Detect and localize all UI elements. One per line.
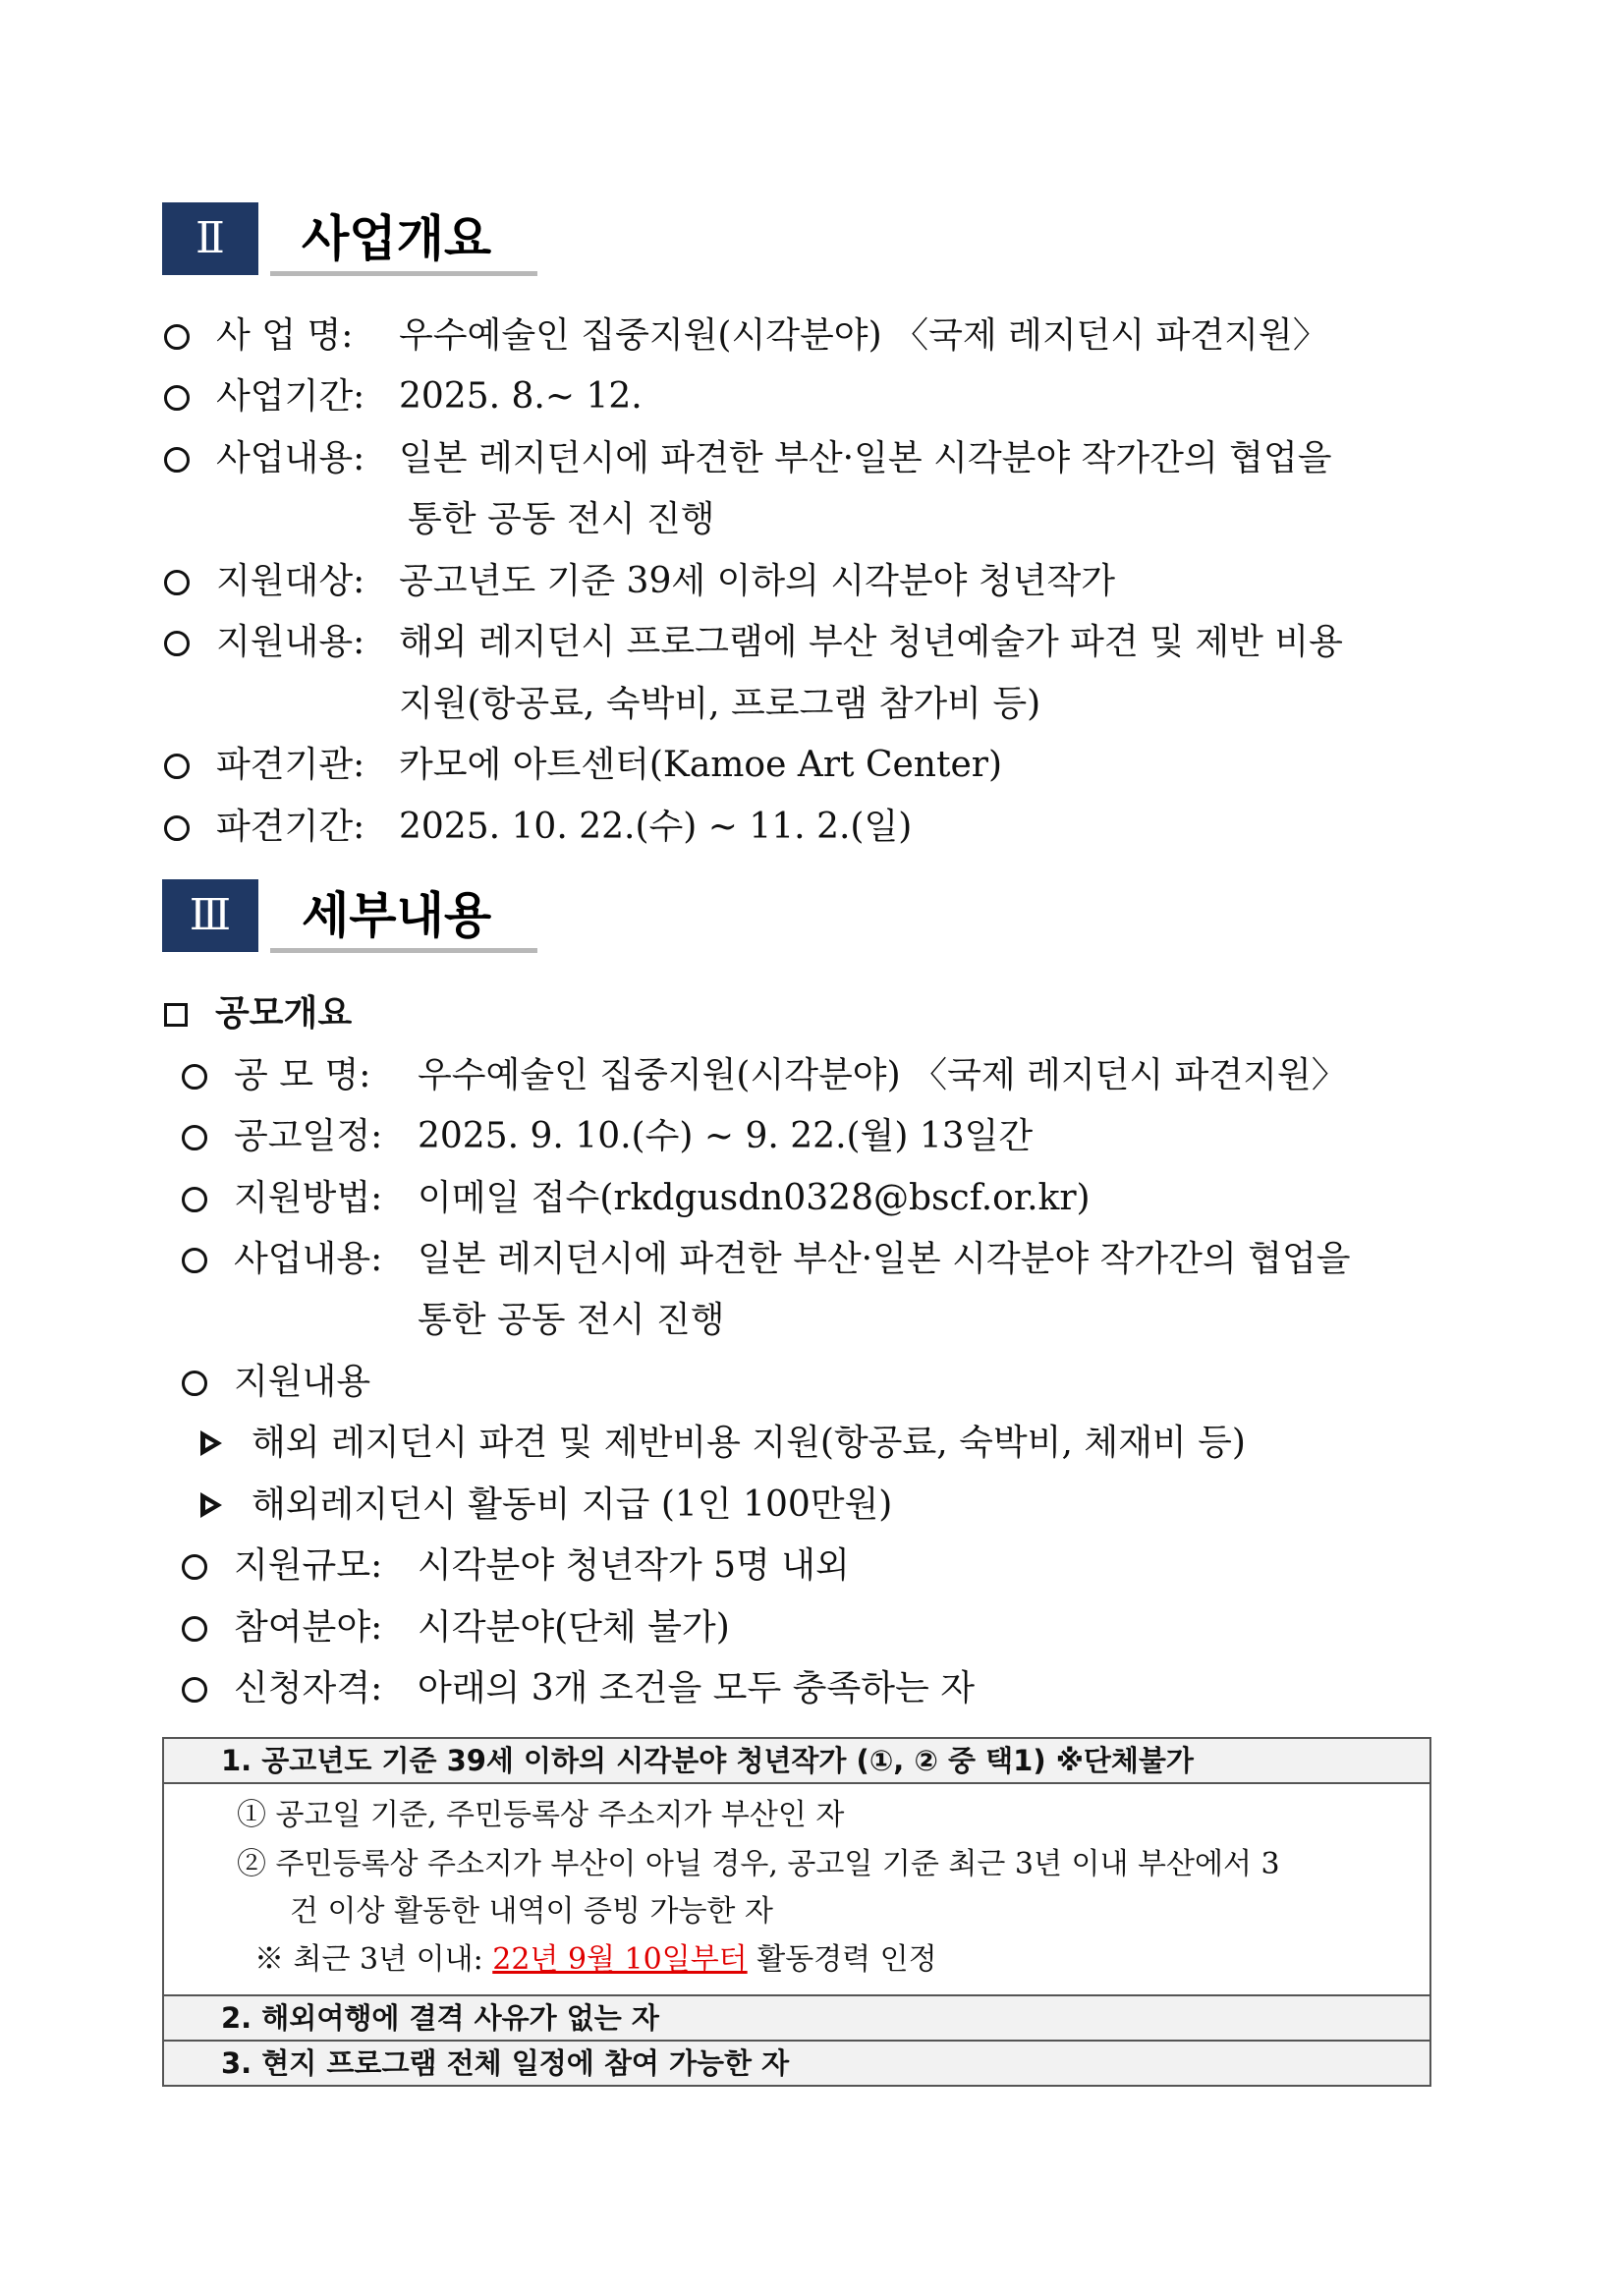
item-value: 일본 레지던시에 파견한 부산·일본 시각분야 작가간의 협업을: [418, 1239, 1351, 1279]
circle-bullet-icon: [175, 1606, 218, 1650]
circle-bullet-icon: [157, 806, 200, 849]
item-value-continued: 지원(항공료, 숙박비, 프로그램 참가비 등): [399, 684, 1041, 724]
circle-bullet-icon: [175, 1177, 218, 1220]
item-value: 카모에 아트센터(Kamoe Art Center): [399, 745, 1003, 785]
item-value: 2025. 10. 22.(수) ~ 11. 2.(일): [399, 807, 913, 847]
section-3-title: 세부내용: [302, 887, 492, 944]
circle-bullet-icon: [175, 1667, 218, 1710]
item-value-continued: 통한 공동 전시 진행: [408, 499, 715, 539]
item-value: 해외 레지던시 프로그램에 부산 청년예술가 파견 및 제반 비용: [399, 622, 1343, 662]
criteria-3-title: 3. 현지 프로그램 전체 일정에 참여 가능한 자: [163, 2041, 1430, 2086]
section-2-number: Ⅱ: [162, 202, 258, 275]
section-3-underline: [270, 948, 537, 953]
item-label: 공고일정:: [234, 1116, 383, 1156]
item-value: 2025. 9. 10.(수) ~ 9. 22.(월) 13일간: [418, 1116, 1034, 1156]
section-2-underline: [270, 271, 537, 276]
support-detail: 해외 레지던시 파견 및 제반비용 지원(항공료, 숙박비, 체재비 등): [252, 1423, 1246, 1463]
criteria-1-option-b: ② 주민등록상 주소지가 부산이 아닐 경우, 공고일 기준 최근 3년 이내 부산에서 3: [237, 1847, 1280, 1881]
circle-bullet-icon: [175, 1361, 218, 1404]
item-label: 파견기간:: [216, 807, 365, 847]
triangle-bullet-icon: [195, 1484, 238, 1527]
circle-bullet-icon: [157, 375, 200, 419]
item-label: 공 모 명:: [234, 1055, 371, 1095]
item-value: 우수예술인 집중지원(시각분야) 〈국제 레지던시 파견지원〉: [418, 1055, 1347, 1095]
note-prefix: ※ 최근 3년 이내:: [254, 1942, 483, 1977]
item-value-continued: 통한 공동 전시 진행: [418, 1300, 725, 1340]
item-label: 지원규모:: [234, 1545, 383, 1586]
item-value: 우수예술인 집중지원(시각분야) 〈국제 레지던시 파견지원〉: [399, 315, 1328, 356]
item-label: 사 업 명:: [216, 315, 354, 356]
item-label: 사업내용:: [234, 1239, 383, 1279]
circle-bullet-icon: [175, 1544, 218, 1588]
item-value: 시각분야(단체 불가): [418, 1607, 730, 1648]
circle-bullet-icon: [157, 437, 200, 480]
item-value: 2025. 8.~ 12.: [399, 376, 643, 417]
circle-bullet-icon: [157, 621, 200, 664]
circle-bullet-icon: [157, 560, 200, 603]
triangle-bullet-icon: [195, 1422, 238, 1465]
item-value: 아래의 3개 조건을 모두 충족하는 자: [418, 1668, 975, 1708]
criteria-1-option-b-cont: 건 이상 활동한 내역이 증빙 가능한 자: [290, 1894, 773, 1929]
item-value: 공고년도 기준 39세 이하의 시각분야 청년작가: [399, 561, 1115, 601]
item-label: 사업내용:: [216, 438, 365, 478]
item-value: 시각분야 청년작가 5명 내외: [418, 1545, 850, 1586]
item-label: 지원대상:: [216, 561, 365, 601]
note-suffix: 활동경력 인정: [756, 1942, 937, 1977]
section-2-title: 사업개요: [302, 210, 492, 267]
circle-bullet-icon: [175, 1238, 218, 1281]
item-label: 파견기관:: [216, 745, 365, 785]
support-detail: 해외레지던시 활동비 지급 (1인 100만원): [252, 1484, 893, 1525]
section-2-header: [162, 202, 537, 275]
circle-bullet-icon: [175, 1054, 218, 1097]
circle-bullet-icon: [157, 314, 200, 358]
item-value: 이메일 접수(rkdgusdn0328@bscf.or.kr): [418, 1178, 1091, 1218]
circle-bullet-icon: [157, 744, 200, 787]
note-highlight: 22년 9월 10일부터: [492, 1942, 748, 1977]
criteria-1-note: [254, 1938, 937, 1982]
circle-bullet-icon: [175, 1115, 218, 1158]
section-3-header: [162, 879, 537, 952]
subheading-text: 공모개요: [215, 993, 353, 1034]
eligibility-table: [162, 1737, 1431, 2087]
square-bullet-icon: [160, 992, 203, 1036]
item-label: 신청자격:: [234, 1668, 383, 1708]
item-label: 지원내용: [234, 1362, 371, 1402]
item-label: 참여분야:: [234, 1607, 383, 1648]
item-label: 지원방법:: [234, 1178, 383, 1218]
criteria-1-body: [163, 1783, 1430, 1995]
section-3-number: Ⅲ: [162, 879, 258, 952]
criteria-1-option-a: ① 공고일 기준, 주민등록상 주소지가 부산인 자: [237, 1798, 845, 1832]
criteria-2-title: 2. 해외여행에 결격 사유가 없는 자: [163, 1995, 1430, 2041]
item-value: 일본 레지던시에 파견한 부산·일본 시각분야 작가간의 협업을: [399, 438, 1332, 478]
criteria-1-title: 1. 공고년도 기준 39세 이하의 시각분야 청년작가 (①, ② 중 택1) ※단체불가: [163, 1738, 1430, 1783]
item-label: 사업기간:: [216, 376, 365, 417]
item-label: 지원내용:: [216, 622, 365, 662]
